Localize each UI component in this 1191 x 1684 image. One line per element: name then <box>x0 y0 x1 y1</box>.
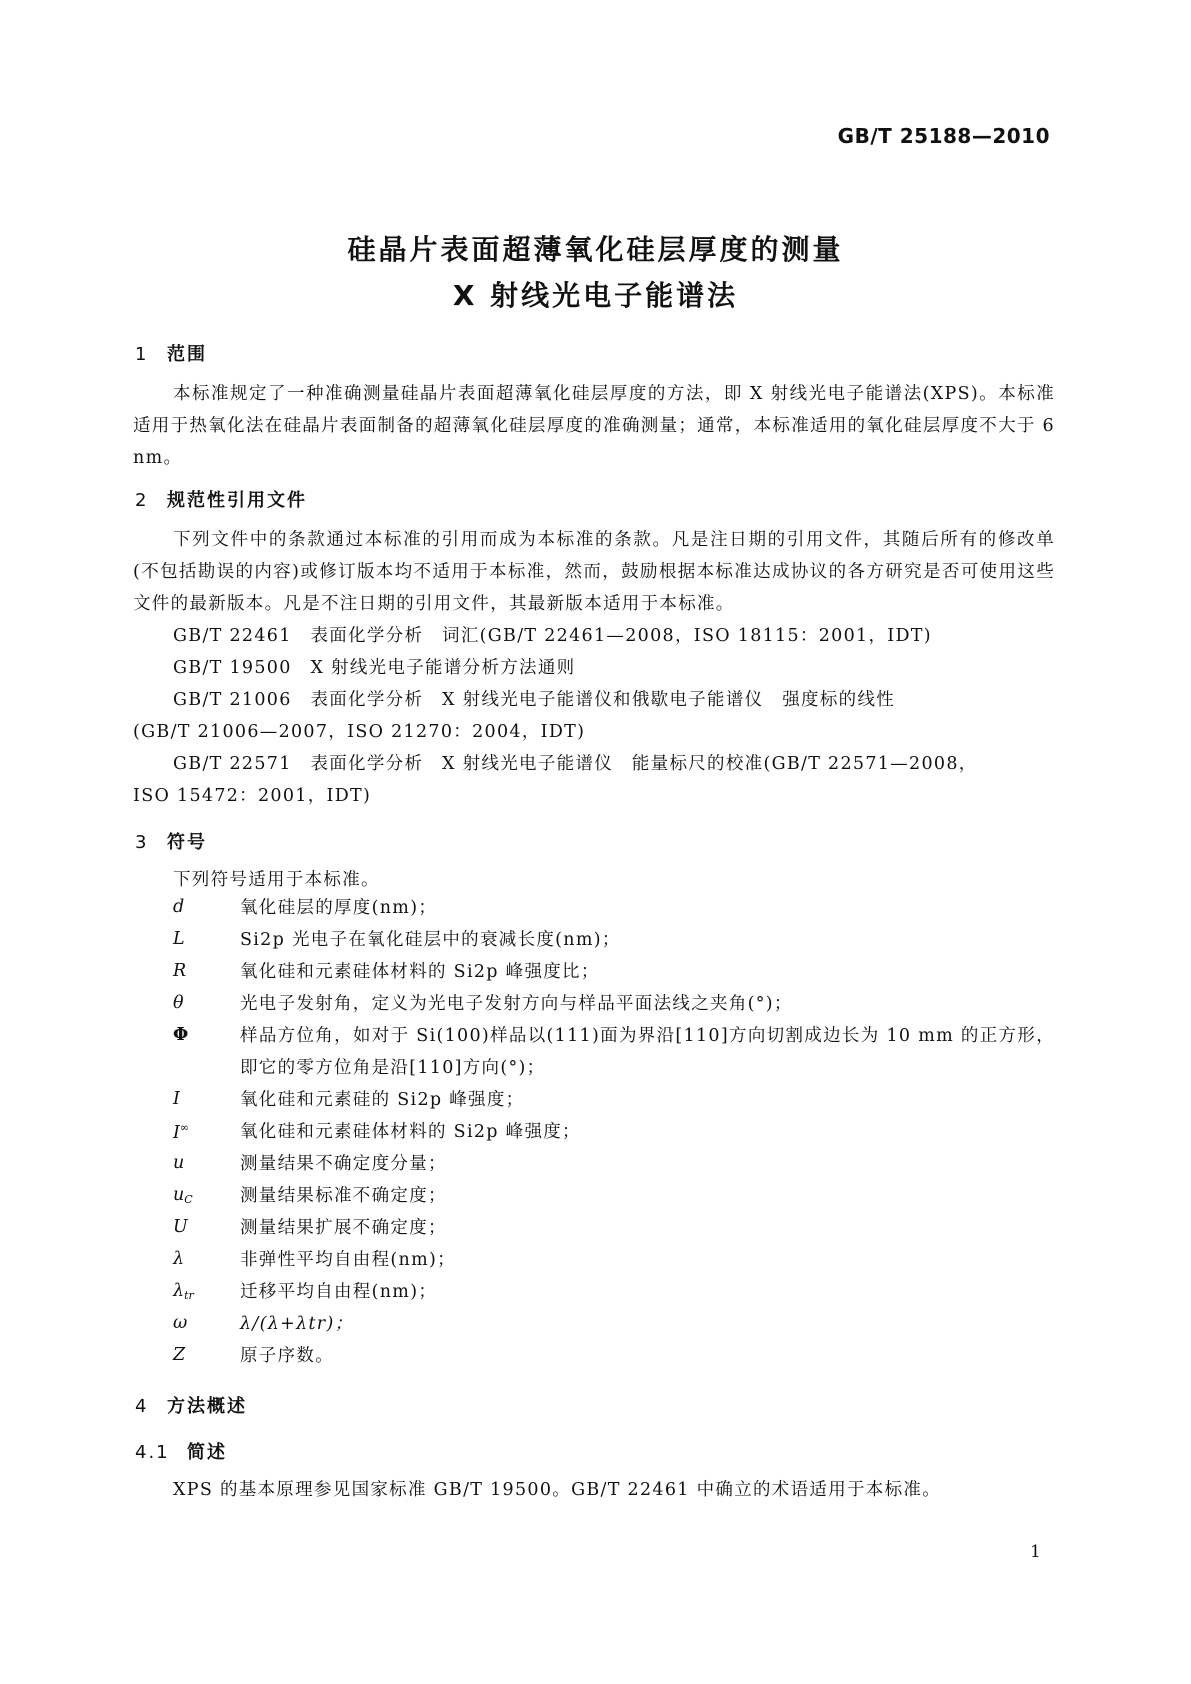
section-1-heading <box>135 340 207 366</box>
symbol: u <box>173 1153 185 1173</box>
section-title: 规范性引用文件 <box>167 490 307 511</box>
section-number: 4 <box>135 1396 149 1417</box>
section-title: 范围 <box>167 344 207 365</box>
subsection-number: 4.1 <box>135 1442 170 1463</box>
symbol-superscript: ∞ <box>179 1121 190 1134</box>
symbol-definition: 测量结果标准不确定度； <box>240 1186 447 1206</box>
subsection-title: 简述 <box>187 1442 227 1463</box>
symbol-definition: 氧化硅和元素硅体材料的 Si2p 峰强度； <box>240 1122 581 1142</box>
symbol: ω <box>173 1313 188 1333</box>
symbol-definition: 原子序数。 <box>240 1346 334 1366</box>
symbol: R <box>173 961 187 981</box>
symbol-definition: Si2p 光电子在氧化硅层中的衰减长度(nm)； <box>240 930 621 950</box>
section-1-paragraph: 本标准规定了一种准确测量硅晶片表面超薄氧化硅层厚度的方法，即 X 射线光电子能谱法(XPS)。本标准适用于热氧化法在硅晶片表面制备的超薄氧化硅层厚度的准确测量；通常，本标准适用的氧化硅层厚度不大于 6 nm。 <box>133 384 1055 468</box>
symbol: d <box>173 897 185 917</box>
section-number: 2 <box>135 490 149 511</box>
symbol-definition: 非弹性平均自由程(nm)； <box>240 1250 456 1270</box>
symbol <box>173 1185 233 1206</box>
symbol-subscript: C <box>184 1193 193 1206</box>
symbol-base: λ <box>173 1281 185 1301</box>
normative-reference: GB/T 19500 X 射线光电子能谱分析方法通则 <box>173 658 576 678</box>
section-3-heading <box>135 828 207 854</box>
normative-reference-continuation: ISO 15472：2001，IDT) <box>133 786 372 806</box>
symbol-definition: λ/(λ+λtr)； <box>240 1314 354 1334</box>
symbol-definition: 迁移平均自由程(nm)； <box>240 1282 438 1302</box>
page-number: 1 <box>1030 1542 1041 1562</box>
symbol-base: u <box>173 1185 185 1205</box>
section-4-heading <box>135 1392 247 1418</box>
symbol-definition: 测量结果扩展不确定度； <box>240 1218 447 1238</box>
symbol <box>173 1281 233 1302</box>
symbol: I <box>173 1089 180 1109</box>
section-title: 符号 <box>167 832 207 853</box>
symbol: Φ <box>173 1025 189 1045</box>
section-2-paragraph: 下列文件中的条款通过本标准的引用而成为本标准的条款。凡是注日期的引用文件，其随后所有的修改单(不包括勘误的内容)或修订版本均不适用于本标准，然而，鼓励根据本标准达成协议的各方研究是否可使用这些文件的最新版本。凡是不注日期的引用文件，其最新版本适用于本标准。 <box>133 530 1055 614</box>
normative-reference: GB/T 22571 表面化学分析 X 射线光电子能谱仪 能量标尺的校准(GB/T 22571—2008， <box>173 754 978 774</box>
symbol: L <box>173 929 185 949</box>
symbols-intro: 下列符号适用于本标准。 <box>173 870 380 890</box>
symbol-definition: 光电子发射角，定义为光电子发射方向与样品平面法线之夹角(°)； <box>240 994 793 1014</box>
normative-reference: GB/T 22461 表面化学分析 词汇(GB/T 22461—2008，ISO 18115：2001，IDT) <box>173 626 932 646</box>
symbol-definition: 氧化硅和元素硅体材料的 Si2p 峰强度比； <box>240 962 600 982</box>
symbol: θ <box>173 993 184 1013</box>
subsection-4-1-heading <box>135 1438 227 1464</box>
section-title: 方法概述 <box>167 1396 247 1417</box>
symbol-definition: 氧化硅和元素硅的 Si2p 峰强度； <box>240 1090 525 1110</box>
standard-number: GB/T 25188—2010 <box>837 124 1050 148</box>
subsection-4-1-paragraph: XPS 的基本原理参见国家标准 GB/T 19500。GB/T 22461 中确立的术语适用于本标准。 <box>173 1480 941 1500</box>
symbol-base: I <box>173 1122 180 1143</box>
document-title-line2: X 射线光电子能谱法 <box>452 279 739 312</box>
normative-reference-continuation: (GB/T 21006—2007，ISO 21270：2004，IDT) <box>133 722 586 742</box>
normative-reference: GB/T 21006 表面化学分析 X 射线光电子能谱仪和俄歇电子能谱仪 强度标的线性 <box>173 690 896 710</box>
section-number: 1 <box>135 344 149 365</box>
symbol: U <box>173 1217 188 1237</box>
symbol-definition: 测量结果不确定度分量； <box>240 1154 447 1174</box>
symbol <box>173 1121 233 1143</box>
symbol-definition: 样品方位角，如对于 Si(100)样品以(111)面为界沿[110]方向切割成边长为 10 mm 的正方形，即它的零方位角是沿[110]方向(°)； <box>240 1026 1055 1078</box>
symbol: λ <box>173 1249 185 1269</box>
section-2-heading <box>135 486 307 512</box>
section-number: 3 <box>135 832 149 853</box>
symbol-definition: 氧化硅层的厚度(nm)； <box>240 898 438 918</box>
symbol: Z <box>173 1345 186 1365</box>
document-title-line1: 硅晶片表面超薄氧化硅层厚度的测量 <box>347 233 844 266</box>
symbol-subscript: tr <box>184 1289 194 1302</box>
